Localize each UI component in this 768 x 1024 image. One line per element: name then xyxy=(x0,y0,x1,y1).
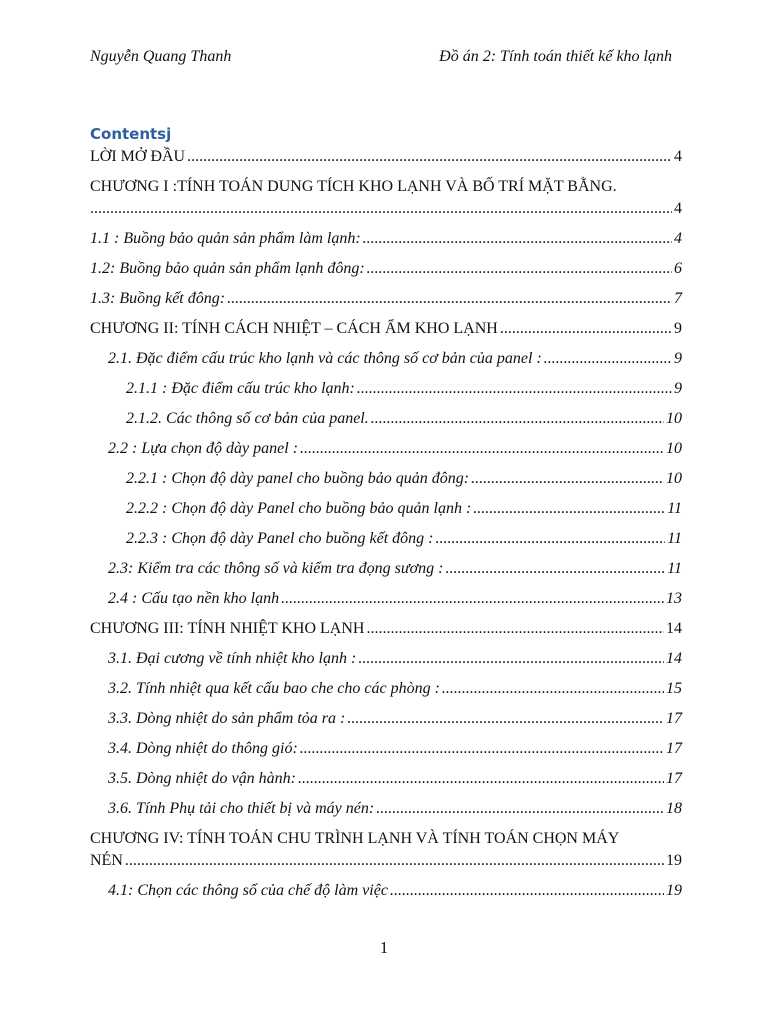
toc-entry-page: 10 xyxy=(666,470,682,487)
table-of-contents xyxy=(90,146,682,910)
toc-entry-page: 11 xyxy=(667,500,682,517)
toc-leader-dots xyxy=(347,708,664,730)
toc-entry-page: 17 xyxy=(666,740,682,757)
toc-entry[interactable] xyxy=(90,258,682,288)
toc-leader-dots xyxy=(471,468,664,490)
toc-entry[interactable] xyxy=(90,498,682,528)
page-number: 1 xyxy=(379,938,389,957)
toc-leader-dots xyxy=(358,648,664,670)
toc-entry-page: 19 xyxy=(666,882,682,899)
toc-leader-dots xyxy=(298,768,664,790)
toc-entry[interactable] xyxy=(90,348,682,378)
toc-leader-dots xyxy=(442,678,664,700)
toc-leader-dots xyxy=(366,618,664,640)
toc-entry[interactable] xyxy=(90,288,682,318)
toc-leader-dots xyxy=(500,318,672,340)
toc-entry-page: 15 xyxy=(666,680,682,697)
toc-leader-dots xyxy=(390,880,664,902)
toc-entry[interactable] xyxy=(90,798,682,828)
toc-entry-title: 1.3: Buồng kết đông: xyxy=(90,290,226,307)
toc-leader-dots xyxy=(371,408,664,430)
toc-entry-title: 4.1: Chọn các thông số của chế độ làm việc xyxy=(108,882,388,899)
toc-leader-dots xyxy=(544,348,672,370)
toc-entry[interactable] xyxy=(90,146,682,176)
toc-entry-title: 3.4. Dòng nhiệt do thông gió: xyxy=(108,740,298,757)
toc-leader-dots xyxy=(300,438,664,460)
toc-entry[interactable] xyxy=(90,528,682,558)
header-project-title: Đồ án 2: Tính toán thiết kế kho lạnh xyxy=(439,48,672,65)
toc-leader-dots xyxy=(367,258,672,280)
toc-leader-dots xyxy=(90,198,672,220)
toc-entry-page: 7 xyxy=(674,290,682,307)
toc-entry-title: 3.5. Dòng nhiệt do vận hành: xyxy=(108,770,296,787)
toc-entry[interactable] xyxy=(90,738,682,768)
toc-entry-continuation[interactable] xyxy=(90,198,682,228)
toc-entry-title: CHƯƠNG III: TÍNH NHIỆT KHO LẠNH xyxy=(90,620,365,637)
toc-entry-title: 2.1. Đặc điểm cấu trúc kho lạnh và các thông số cơ bản của panel : xyxy=(108,350,542,367)
toc-leader-dots xyxy=(357,378,672,400)
toc-entry-page: 17 xyxy=(666,770,682,787)
toc-entry[interactable] xyxy=(90,318,682,348)
toc-entry[interactable] xyxy=(90,468,682,498)
toc-entry-page: 13 xyxy=(666,590,682,607)
toc-leader-dots xyxy=(436,528,666,550)
toc-entry[interactable] xyxy=(90,708,682,738)
toc-leader-dots xyxy=(125,850,664,872)
toc-entry-page: 18 xyxy=(666,800,682,817)
toc-entry-title: 3.6. Tính Phụ tải cho thiết bị và máy nén: xyxy=(108,800,375,817)
toc-entry[interactable] xyxy=(90,648,682,678)
toc-entry-title: 2.3: Kiểm tra các thông số và kiểm tra đọng sương : xyxy=(108,560,444,577)
toc-leader-dots xyxy=(363,228,672,250)
toc-entry-title: 1.1 : Buồng bảo quản sản phẩm làm lạnh: xyxy=(90,230,361,247)
header-author: Nguyễn Quang Thanh xyxy=(90,48,232,65)
toc-entry-page: 6 xyxy=(674,260,682,277)
toc-leader-dots xyxy=(376,798,664,820)
toc-entry-title: 2.2.1 : Chọn độ dày panel cho buồng bảo quản đông: xyxy=(126,470,470,487)
toc-entry-page: 19 xyxy=(666,852,682,869)
toc-entry[interactable] xyxy=(90,228,682,258)
toc-entry-page: 4 xyxy=(674,230,682,247)
toc-entry-title: 2.1.1 : Đặc điểm cấu trúc kho lạnh: xyxy=(126,380,355,397)
toc-entry-title: 2.4 : Cấu tạo nền kho lạnh xyxy=(108,590,280,607)
toc-entry-title: 3.2. Tính nhiệt qua kết cấu bao che cho các phòng : xyxy=(108,680,440,697)
toc-entry[interactable] xyxy=(90,768,682,798)
page-header xyxy=(90,46,672,68)
toc-entry-title: 2.2 : Lựa chọn độ dày panel : xyxy=(108,440,299,457)
toc-entry-title-continuation: NÉN xyxy=(90,852,123,869)
toc-leader-dots xyxy=(187,146,672,168)
toc-entry-title: LỜI MỞ ĐẦU xyxy=(90,148,186,165)
toc-leader-dots xyxy=(300,738,664,760)
toc-entry-page: 11 xyxy=(667,530,682,547)
toc-leader-dots xyxy=(281,588,664,610)
toc-entry-page: 9 xyxy=(674,380,682,397)
toc-entry-title: CHƯƠNG II: TÍNH CÁCH NHIỆT – CÁCH ẨM KHO LẠNH xyxy=(90,320,498,337)
toc-entry-page: 10 xyxy=(666,410,682,427)
toc-entry[interactable] xyxy=(90,618,682,648)
toc-entry-title: 2.2.2 : Chọn độ dày Panel cho buồng bảo quản lạnh : xyxy=(126,500,472,517)
toc-entry-title: 1.2: Buồng bảo quản sản phẩm lạnh đông: xyxy=(90,260,365,277)
toc-entry-title: CHƯƠNG I :TÍNH TOÁN DUNG TÍCH KHO LẠNH VÀ BỐ TRÍ MẶT BẰNG. xyxy=(90,178,617,195)
toc-entry[interactable] xyxy=(90,880,682,910)
toc-entry[interactable] xyxy=(90,828,682,850)
toc-entry-page: 4 xyxy=(674,200,682,217)
toc-entry-page: 9 xyxy=(674,320,682,337)
toc-leader-dots xyxy=(473,498,665,520)
toc-leader-dots xyxy=(227,288,672,310)
toc-entry[interactable] xyxy=(90,408,682,438)
toc-entry-page: 11 xyxy=(667,560,682,577)
toc-entry-title: 3.1. Đại cương về tính nhiệt kho lạnh : xyxy=(108,650,357,667)
toc-heading: Contentsj xyxy=(90,125,172,143)
toc-entry-page: 9 xyxy=(674,350,682,367)
toc-entry-title: 2.2.3 : Chọn độ dày Panel cho buồng kết đông : xyxy=(126,530,434,547)
toc-entry[interactable] xyxy=(90,588,682,618)
toc-entry[interactable] xyxy=(90,438,682,468)
toc-entry-title: 2.1.2. Các thông số cơ bản của panel. xyxy=(126,410,369,427)
toc-entry-page: 10 xyxy=(666,440,682,457)
toc-entry-title: 3.3. Dòng nhiệt do sản phẩm tỏa ra : xyxy=(108,710,346,727)
toc-entry[interactable] xyxy=(90,678,682,708)
toc-entry-page: 14 xyxy=(666,650,682,667)
toc-entry[interactable] xyxy=(90,378,682,408)
toc-entry[interactable] xyxy=(90,176,682,198)
toc-entry[interactable] xyxy=(90,558,682,588)
toc-entry-page: 14 xyxy=(666,620,682,637)
toc-entry-page: 4 xyxy=(674,148,682,165)
toc-entry-continuation[interactable] xyxy=(90,850,682,880)
toc-leader-dots xyxy=(445,558,665,580)
toc-entry-page: 17 xyxy=(666,710,682,727)
toc-entry-title: CHƯƠNG IV: TÍNH TOÁN CHU TRÌNH LẠNH VÀ TÍNH TOÁN CHỌN MÁY xyxy=(90,830,620,847)
